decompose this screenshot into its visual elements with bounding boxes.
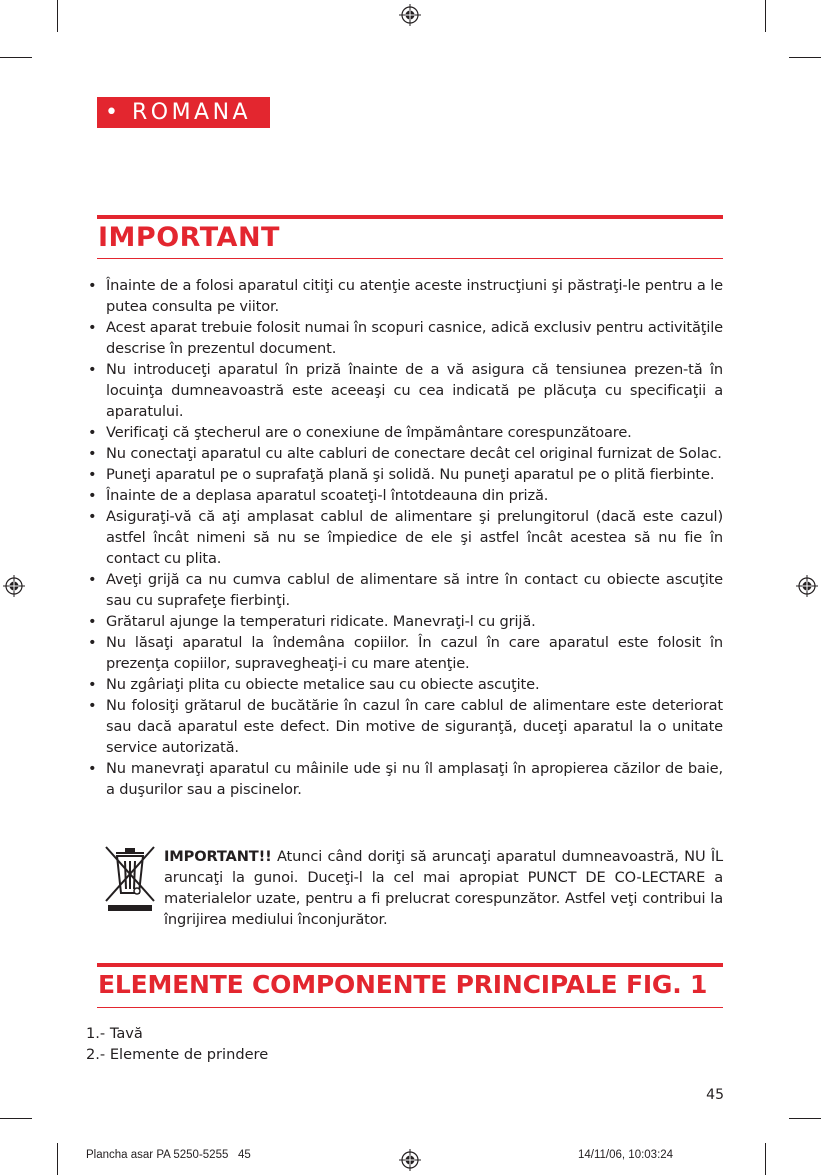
registration-mark-icon (399, 1149, 421, 1171)
section-underline (97, 1007, 723, 1008)
list-item: • Verificaţi că ştecherul are o conexiune de împământare corespunzătoare. (86, 422, 723, 443)
crossed-out-wheelie-bin-icon (100, 843, 160, 913)
notice-label: IMPORTANT!! (164, 848, 272, 865)
list-item: • Nu manevraţi aparatul cu mâinile ude şi nu îl amplasaţi în apropierea căzilor de baie, a duşurilor sau a piscinelor. (86, 758, 723, 800)
print-slug-timestamp: 14/11/06, 10:03:24 (578, 1149, 674, 1161)
list-item: • Asiguraţi-vă că aţi amplasat cablul de alimentare şi prelungitorul (dacă este cazul) astfel încât nimeni să nu se împiedice de ele şi astfel încât acestea să nu fie în contact cu plita. (86, 506, 723, 569)
crop-mark (765, 1143, 766, 1175)
list-item: • Nu lăsaţi aparatul la îndemâna copiilor. În cazul în care aparatul este folosit în prezenţa copiilor, supravegheaţi-i cu mare atenţie. (86, 632, 723, 674)
page-number: 45 (706, 1087, 724, 1103)
components-list (86, 1023, 486, 1065)
list-item: • Nu introduceţi aparatul în priză înainte de a vă asigura că tensiunea prezen-tă în locuinţa dumneavoastră este aceeaşi cu cea indicată pe plăcuţa cu specificaţii a aparatului. (86, 359, 723, 422)
components-heading: ELEMENTE COMPONENTE PRINCIPALE FIG. 1 (98, 970, 708, 999)
list-item: • Puneţi aparatul pe o suprafaţă plană şi solidă. Nu puneţi aparatul pe o plită fierbinte. (86, 464, 723, 485)
registration-mark-icon (796, 575, 818, 597)
disposal-notice (164, 846, 723, 930)
list-item: • Acest aparat trebuie folosit numai în scopuri casnice, adică exclusiv pentru activităţile descrise în prezentul document. (86, 317, 723, 359)
crop-mark (57, 1143, 58, 1175)
important-heading: IMPORTANT (98, 222, 280, 253)
list-item: • Înainte de a folosi aparatul citiţi cu atenţie aceste instrucţiuni şi păstraţi-le pentru a le putea consulta pe viitor. (86, 275, 723, 317)
crop-mark (789, 1118, 821, 1119)
list-item: • Nu conectaţi aparatul cu alte cabluri de conectare decât cel original furnizat de Solac. (86, 443, 723, 464)
crop-mark (765, 0, 766, 32)
crop-mark (57, 0, 58, 32)
section-underline (97, 258, 723, 259)
crop-mark (0, 57, 32, 58)
list-item: 1.- Tavă (86, 1025, 143, 1042)
list-item: • Nu zgâriaţi plita cu obiecte metalice sau cu obiecte ascuţite. (86, 674, 723, 695)
important-list (86, 275, 723, 800)
section-rule (97, 963, 723, 967)
list-item: • Înainte de a deplasa aparatul scoateţi-l întotdeauna din priză. (86, 485, 723, 506)
crop-mark (789, 57, 821, 58)
crop-mark (0, 1118, 32, 1119)
print-slug-filename: Plancha asar PA 5250-5255 45 (86, 1149, 251, 1161)
list-item: 2.- Elemente de prindere (86, 1046, 269, 1063)
registration-mark-icon (3, 575, 25, 597)
section-rule (97, 215, 723, 219)
language-tab: • ROMANA (97, 97, 270, 128)
list-item: • Grătarul ajunge la temperaturi ridicate. Manevraţi-l cu grijă. (86, 611, 723, 632)
notice-text: Atunci când doriţi să aruncaţi aparatul dumneavoastră, NU ÎL aruncaţi la gunoi. Duceţi-l la cel mai apropiat PUNCT DE CO-LECTARE a materialelor uzate, pentru a fi prelucrat corespunzător. Astfel veţi contribui la îngrijirea mediului înconjurător. (164, 848, 723, 928)
list-item: • Nu folosiţi grătarul de bucătărie în cazul în care cablul de alimentare este deteriorat sau dacă aparatul este defect. Din motive de siguranţă, duceţi aparatul la o unitate service autorizată. (86, 695, 723, 758)
list-item: • Aveţi grijă ca nu cumva cablul de alimentare să intre în contact cu obiecte ascuţite sau cu suprafeţe fierbinţi. (86, 569, 723, 611)
registration-mark-icon (399, 4, 421, 26)
